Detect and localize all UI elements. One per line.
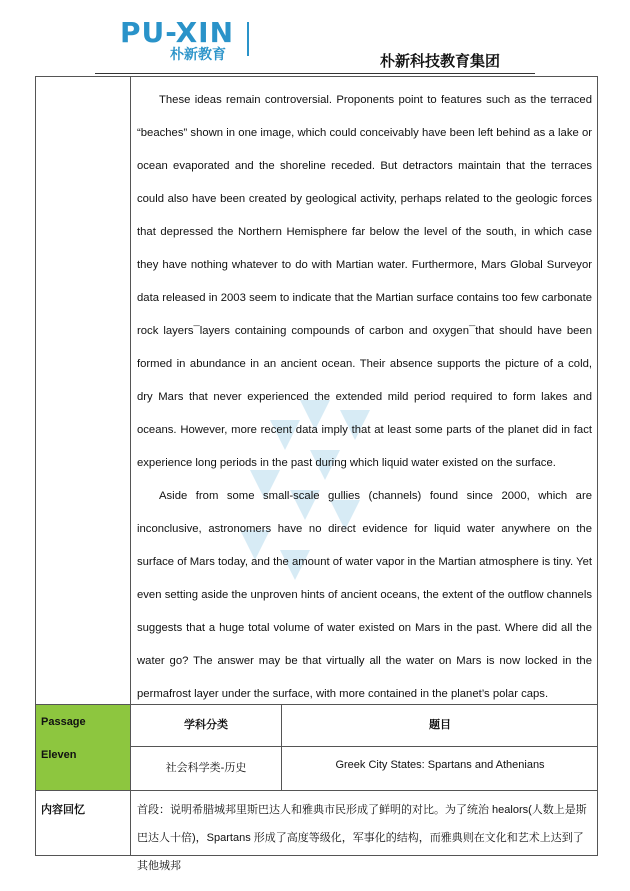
company-name: 朴新科技教育集团 xyxy=(380,52,501,70)
header-rule xyxy=(95,73,535,74)
logo-divider xyxy=(247,22,249,56)
logo-subtitle: 朴新教育 xyxy=(170,47,226,63)
table-row-divider xyxy=(35,790,598,791)
review-label: 内容回忆 xyxy=(41,804,85,816)
review-text: 首段：说明希腊城邦里斯巴达人和雅典市民形成了鲜明的对比。为了统治 healors(人数上是斯巴达人十倍)，Spartans 形成了高度等级化，军事化的结构，而雅典则在文化和艺术上达到了其他城邦 xyxy=(137,804,587,872)
passage-text xyxy=(137,84,592,711)
passage-number: Eleven xyxy=(41,749,77,761)
logo-text: PU-XIN xyxy=(120,16,235,49)
table-row-divider xyxy=(130,746,598,747)
title-value: Greek City States: Spartans and Athenians xyxy=(335,759,545,771)
table-col-divider xyxy=(130,76,131,856)
passage-paragraph: Aside from some small-scale gullies (channels) found since 2000, which are inconclusive, astronomers have no direct evidence for liquid water anywhere on the surface of Mars today, and the amount of water vapor in the Martian atmosphere is tiny. Yet even setting aside the unproven hints of ancient oceans, the extent of the outflow channels suggests that a huge total volume of water existed on Mars in the past. Where did all the water go? The answer may be that virtually all the water on Mars is now locked in the permafrost layer under the surface, with more contained in the planet’s polar caps. xyxy=(137,490,592,700)
title-header: 题目 xyxy=(429,719,451,731)
passage-label: Passage xyxy=(41,716,86,728)
category-value: 社会科学类-历史 xyxy=(165,762,247,774)
passage-paragraph: These ideas remain controversial. Proponents point to features such as the terraced “beaches” shown in one image, which could conceivably have been left behind as a lake or ocean evaporated and the shoreline receded. But detractors maintain that the terraces could also have been created by geological activity, perhaps related to the geologic forces that depressed the Northern Hemisphere far below the level of the south, in which case they have nothing whatever to do with Martian water. Furthermore, Mars Global Surveyor data released in 2003 seem to indicate that the Martian surface contains too few carbonate rock layers¯layers containing compounds of carbon and oxygen¯that should have been formed in abundance in an ancient ocean. Their absence supports the picture of a cold, dry Mars that never experienced the extended mild period required to form lakes and oceans. However, more recent data imply that at least some parts of the planet did in fact experience long periods in the past during which liquid water existed on the surface. xyxy=(137,94,592,469)
puxin-logo xyxy=(120,16,252,63)
category-header: 学科分类 xyxy=(184,719,228,731)
